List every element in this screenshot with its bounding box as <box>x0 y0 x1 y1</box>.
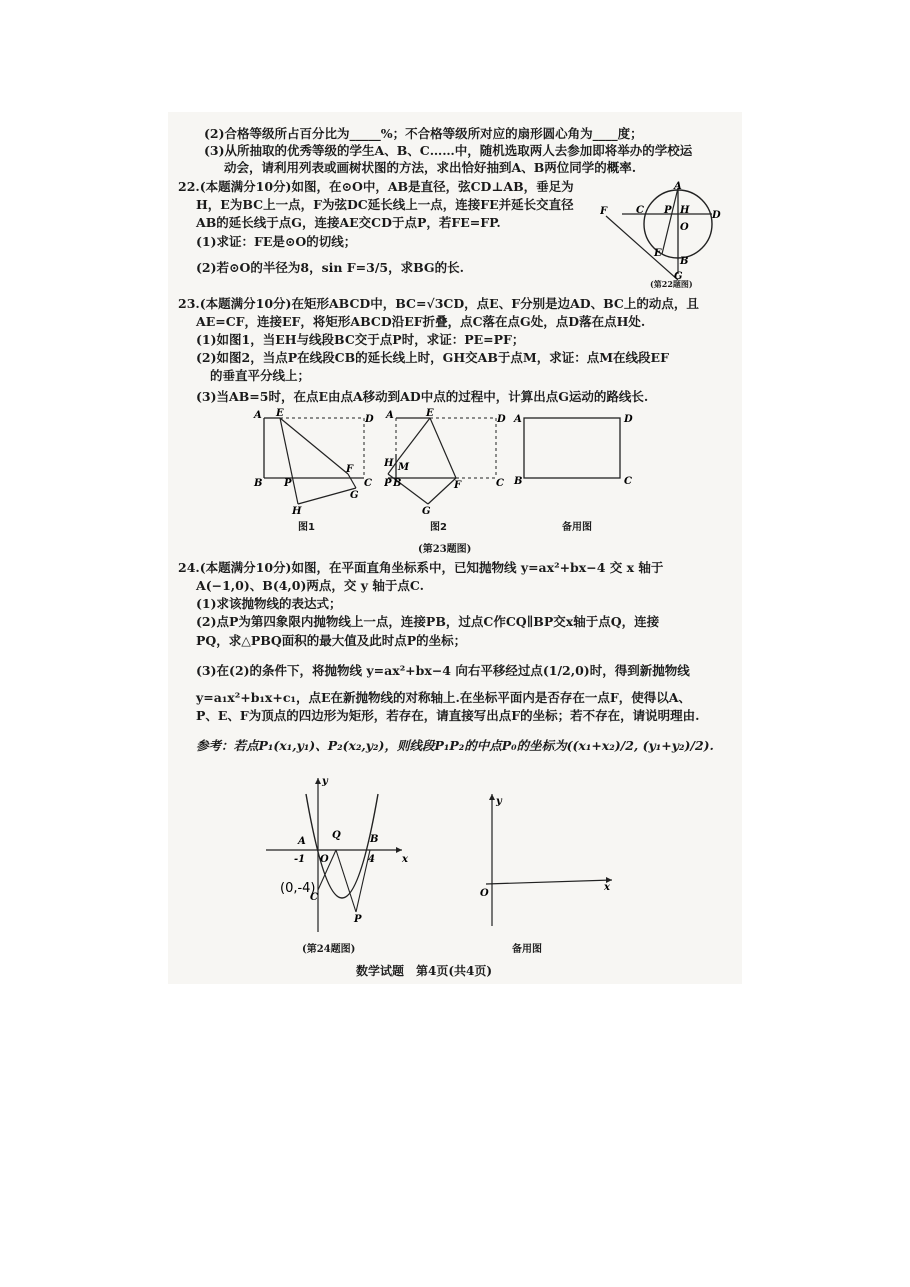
q24-part3-line2: y=a₁x²+b₁x+c₁，点E在新抛物线的对称轴上.在坐标平面内是否存在一点F，使得以A、 <box>196 690 691 705</box>
q22-line2: H，E为BC上一点，F为弦DC延长线上一点，连接FE并延长交直径 <box>196 197 574 212</box>
q23-part2-line2: 的垂直平分线上； <box>210 368 311 383</box>
q24-line1: 24.(本题满分10分)如图，在平面直角坐标系中，已知抛物线 y=ax²+bx−4 交 x 轴于 <box>178 560 664 575</box>
q23-line2: AE=CF，连接EF，将矩形ABCD沿EF折叠，点C落在点G处，点D落在点H处. <box>196 314 646 329</box>
f1-label-a: A <box>254 410 262 421</box>
q24-g1-label-y: y <box>322 776 328 787</box>
q24-part2-line2: PQ，求△PBQ面积的最大值及此时点P的坐标； <box>196 633 467 648</box>
q24-g2-label-y: y <box>496 796 502 807</box>
q24-g1-label-4: 4 <box>368 854 375 865</box>
f2-label-h: H <box>384 458 394 469</box>
q24-spare-graph <box>472 790 622 930</box>
q24-part3-line3: P、E、F为顶点的四边形为矩形，若存在，请直接写出点F的坐标；若不存在，请说明理由. <box>196 708 700 723</box>
q22-part1: (1)求证：FE是⊙O的切线； <box>196 234 357 249</box>
f2-label-e: E <box>426 408 434 419</box>
q22-label-d: D <box>712 210 721 221</box>
q24-g1-label-neg1: -1 <box>294 854 306 865</box>
q23-figure-2 <box>384 408 514 518</box>
q22-line3: AB的延长线于点G，连接AE交CD于点P，若FE=FP. <box>196 215 501 230</box>
q24-g1-label-b: B <box>370 834 379 845</box>
f1-label-d: D <box>365 414 374 425</box>
q22-label-o: O <box>680 222 689 233</box>
q24-parabola-graph <box>262 772 412 942</box>
q22-label-h: H <box>680 205 690 216</box>
q23-caption: (第23题图) <box>418 544 472 555</box>
q24-spare-label: 备用图 <box>512 944 542 955</box>
f2-label-p: P <box>384 478 392 489</box>
q23-part3: (3)当AB=5时，在点E由点A移动到AD中点的过程中，计算出点G运动的路线长. <box>196 389 649 404</box>
f2-label-b: B <box>393 478 402 489</box>
q24-g1-label-p: P <box>354 914 362 925</box>
f3-label-a: A <box>514 414 522 425</box>
q22-label-a: A <box>674 181 682 192</box>
q24-part2-line1: (2)点P为第四象限内抛物线上一点，连接PB，过点C作CQ∥BP交x轴于点Q，连接 <box>196 614 660 629</box>
f1-label-p: P <box>284 478 292 489</box>
q24-line2: A(−1,0)、B(4,0)两点，交 y 轴于点C. <box>196 578 424 593</box>
q22-label-g: G <box>674 271 683 280</box>
q21-part3-line1: (3)从所抽取的优秀等级的学生A、B、C……中，随机选取两人去参加即将举办的学校运 <box>204 143 693 158</box>
q24-g1-label-x: x <box>402 854 408 865</box>
f2-label-c: C <box>496 478 504 489</box>
f3-label-c: C <box>624 476 632 487</box>
f2-label-m: M <box>398 462 410 473</box>
q22-label-e: E <box>654 248 662 259</box>
q23-part2-line1: (2)如图2，当点P在线段CB的延长线上时，GH交AB于点M，求证：点M在线段EF <box>196 350 669 365</box>
f2-label-g: G <box>422 506 431 517</box>
q24-g1-label-q: Q <box>332 830 341 841</box>
q24-part1: (1)求该抛物线的表达式； <box>196 596 342 611</box>
q24-g1-label-c: C <box>310 892 318 903</box>
f2-label-f: F <box>454 480 462 491</box>
q22-line1: 22.(本题满分10分)如图，在⊙O中，AB是直径，弦CD⊥AB，垂足为 <box>178 179 574 194</box>
f1-label-g: G <box>350 490 359 501</box>
f1-label-c: C <box>364 478 372 489</box>
q21-part2: (2)合格等级所占百分比为_____%；不合格等级所对应的扇形圆心角为____度； <box>204 126 643 141</box>
q22-part2: (2)若⊙O的半径为8，sin F=3/5，求BG的长. <box>196 260 464 275</box>
q22-label-b: B <box>680 256 689 267</box>
f3-label-d: D <box>624 414 633 425</box>
q23-spare-figure <box>512 408 642 488</box>
q23-line1: 23.(本题满分10分)在矩形ABCD中，BC=√3CD，点E、F分别是边AD、BC上的动点，且 <box>178 296 699 311</box>
q24-handwritten-note: (0,-4) <box>280 881 316 896</box>
q24-part3-line1: (3)在(2)的条件下，将抛物线 y=ax²+bx−4 向右平移经过点(1/2,0)时，得到新抛物线 <box>196 663 690 678</box>
f1-label-b: B <box>254 478 263 489</box>
q24-g1-label-a: A <box>298 836 306 847</box>
f3-label-b: B <box>514 476 523 487</box>
f2-label-d: D <box>497 414 506 425</box>
q24-reference: 参考：若点P₁(x₁,y₁)、P₂(x₂,y₂)，则线段P₁P₂的中点P₀的坐标为((x₁+x₂)/2, (y₁+y₂)/2). <box>196 738 714 753</box>
q23-figure-1 <box>252 408 377 518</box>
f2-label-a: A <box>386 410 394 421</box>
q24-caption: (第24题图) <box>302 944 356 955</box>
q22-label-c: C <box>636 205 644 216</box>
q23-spare-label: 备用图 <box>562 522 592 533</box>
q24-g1-label-o: O <box>320 854 329 865</box>
f1-label-e: E <box>276 408 284 419</box>
q22-circle-figure <box>600 180 730 280</box>
q21-part3-line2: 动会，请利用列表或画树状图的方法，求出恰好抽到A、B两位同学的概率. <box>224 160 637 175</box>
q23-fig1-label: 图1 <box>298 522 315 533</box>
q23-fig2-label: 图2 <box>430 522 447 533</box>
f1-label-h: H <box>292 506 302 517</box>
f1-label-f: F <box>346 464 354 475</box>
q24-g2-label-x: x <box>604 882 610 893</box>
q23-part1: (1)如图1，当EH与线段BC交于点P时，求证：PE=PF； <box>196 332 525 347</box>
q22-label-f: F <box>600 206 608 217</box>
q22-caption: (第22题图) <box>650 279 693 289</box>
q22-label-p: P <box>664 205 672 216</box>
q24-g2-label-o: O <box>480 888 489 899</box>
page-footer: 数学试题 第4页(共4页) <box>356 964 493 978</box>
